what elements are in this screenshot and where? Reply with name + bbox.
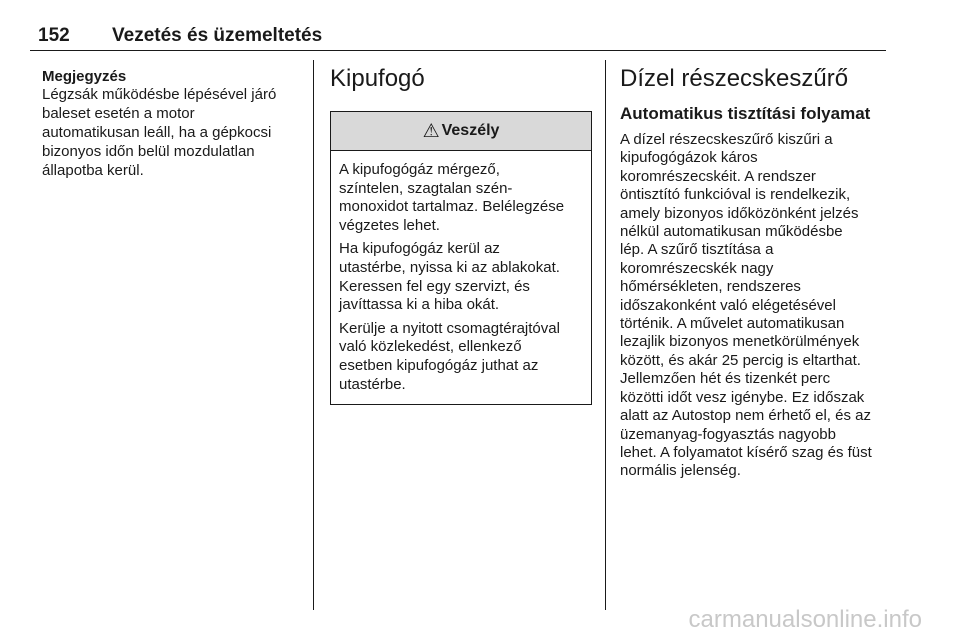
- section-title-dpf: Dízel részecskeszűrő: [620, 65, 849, 92]
- right-column: [620, 60, 890, 481]
- warning-paragraph: [339, 161, 585, 235]
- warning-line: való közlekedést, ellenkező: [339, 338, 522, 356]
- body-line: kipufogógázok káros: [620, 149, 758, 167]
- section-title-exhaust: Kipufogó: [330, 65, 425, 92]
- middle-column: [330, 60, 592, 405]
- body-line: időszakonként való elégetésével: [620, 296, 836, 314]
- body-line: normális jelenség.: [620, 462, 741, 480]
- note-line: bizonyos időn belül mozdulatlan: [42, 143, 255, 160]
- body-line: koromrészecskéit. A rendszer: [620, 167, 816, 185]
- warning-line: Kerülje a nyitott csomagtérajtóval: [339, 319, 560, 337]
- warning-line: utastérbe.: [339, 375, 406, 393]
- chapter-title: Vezetés és üzemeltetés: [112, 25, 323, 46]
- body-line: történik. A művelet automatikusan: [620, 315, 845, 333]
- column-divider: [605, 60, 606, 610]
- warning-line: Keressen fel egy szervizt, és: [339, 277, 530, 295]
- warning-line: színtelen, szagtalan szén-: [339, 179, 513, 197]
- left-column: [42, 60, 304, 180]
- note-line: Légzsák működésbe lépésével járó: [42, 86, 277, 103]
- body-line: között, és akár 25 percig is eltarthat.: [620, 351, 861, 369]
- warning-line: esetben kipufogógáz juthat az: [339, 356, 539, 374]
- body-line: koromrészecskék nagy: [620, 259, 774, 277]
- warning-line: A kipufogógáz mérgező,: [339, 161, 500, 178]
- warning-header: [331, 112, 591, 151]
- warning-line: Ha kipufogógáz kerül az: [339, 240, 500, 258]
- body-line: lezajlik bizonyos menetkörülmények: [620, 333, 860, 351]
- column-divider: [313, 60, 314, 610]
- body-line: közötti időt vesz igénybe. Ez időszak: [620, 388, 865, 406]
- watermark: carmanualsonline.info: [688, 606, 922, 633]
- note-text: [42, 85, 304, 180]
- body-line: lehet. A folyamatot kísérő szag és füst: [620, 443, 872, 461]
- warning-paragraph: [339, 320, 585, 394]
- body-line: nélkül automatikusan működésbe: [620, 223, 843, 241]
- note-line: állapotba kerül.: [42, 162, 144, 179]
- warning-line: utastérbe, nyissa ki az ablakokat.: [339, 258, 560, 276]
- body-line: amely bizonyos időközönként jelzés: [620, 204, 859, 222]
- warning-paragraph: [339, 240, 585, 314]
- body-line: öntisztító funkcióval is rendelkezik,: [620, 186, 851, 204]
- body-line: lép. A szűrő tisztítása a: [620, 241, 774, 259]
- body-line: üzemanyag-fogyasztás nagyobb: [620, 425, 836, 443]
- note-line: automatikusan leáll, ha a gépkocsi: [42, 124, 272, 141]
- note-heading: Megjegyzés: [42, 68, 127, 85]
- dpf-body-text: [620, 131, 890, 481]
- page-number: 152: [38, 25, 70, 46]
- note-line: baleset esetén a motor: [42, 105, 195, 122]
- page-header: [30, 22, 886, 51]
- warning-body: [331, 151, 591, 404]
- body-line: A dízel részecskeszűrő kiszűri a: [620, 131, 833, 148]
- warning-line: végzetes lehet.: [339, 216, 440, 234]
- warning-line: monoxidot tartalmaz. Belélegzése: [339, 198, 565, 216]
- warning-label: Veszély: [441, 122, 500, 139]
- danger-warning-box: [330, 111, 592, 405]
- body-line: alatt az Autostop nem érhető el, és az: [620, 407, 871, 425]
- body-line: Jellemzően hét és tizenkét perc: [620, 370, 831, 388]
- subheading-auto-cleaning: Automatikus tisztítási folyamat: [620, 104, 871, 123]
- warning-triangle-icon: ⚠: [422, 120, 440, 142]
- body-line: hőmérsékleten, rendszeres: [620, 278, 801, 296]
- warning-line: javíttassa ki a hiba okát.: [339, 296, 500, 314]
